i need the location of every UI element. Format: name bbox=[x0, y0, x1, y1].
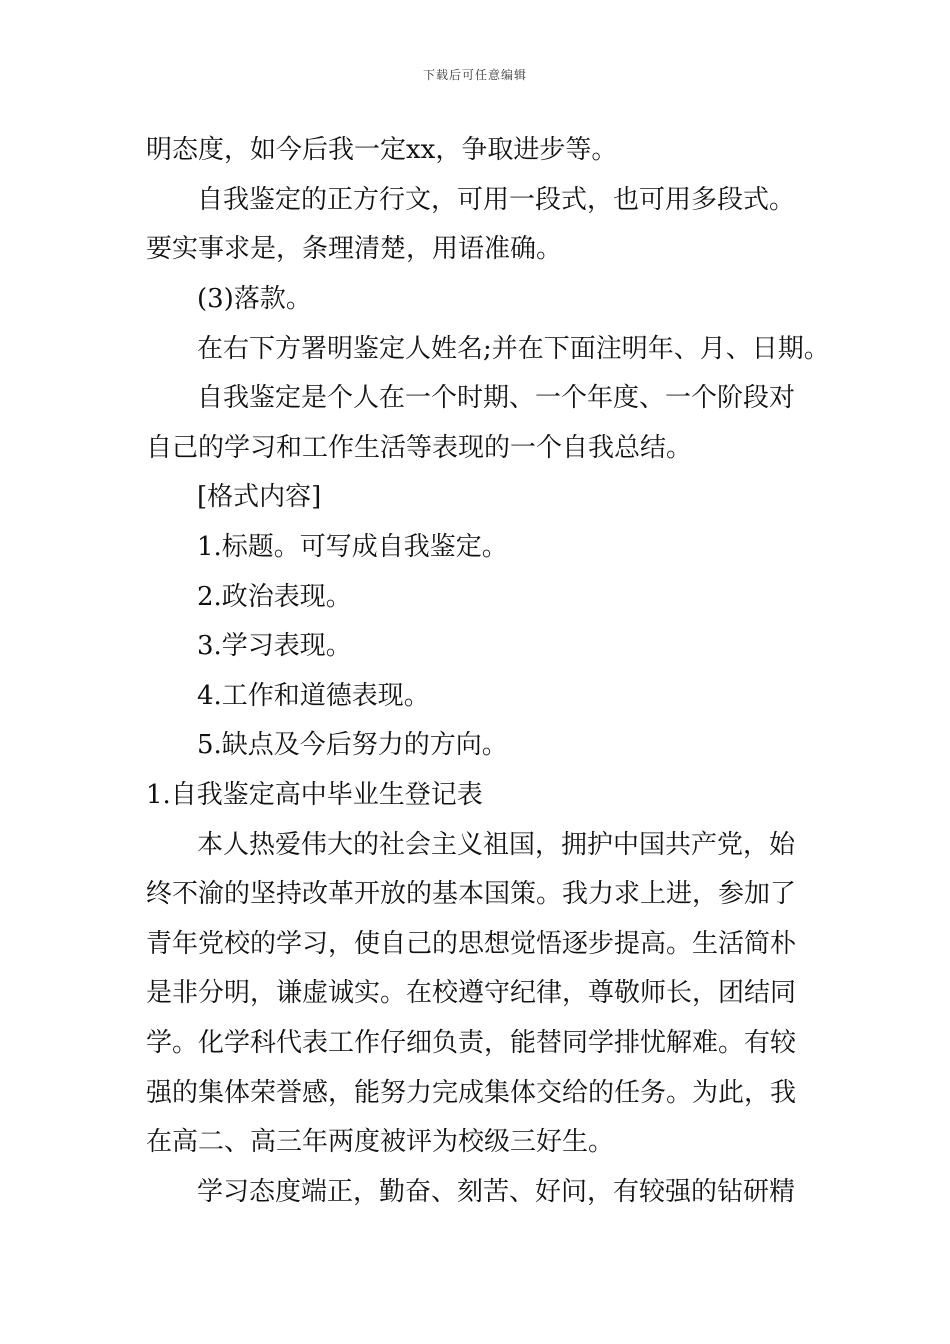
text-line: 是非分明，谦虚诚实。在校遵守纪律，尊敬师长，团结同 bbox=[146, 978, 797, 1008]
text-line: 学。化学科代表工作仔细负责，能替同学排忧解难。有较 bbox=[146, 1028, 797, 1058]
text-line: 强的集体荣誉感，能努力完成集体交给的任务。为此，我 bbox=[146, 1078, 797, 1108]
text-line: 1.标题。可写成自我鉴定。 bbox=[197, 532, 508, 562]
text-line: 5.缺点及今后努力的方向。 bbox=[197, 730, 508, 760]
text-line: (3)落款。 bbox=[197, 284, 312, 314]
text-line: 在高二、高三年两度被评为校级三好生。 bbox=[146, 1127, 615, 1157]
header-note: 下载后可任意编辑 bbox=[422, 68, 527, 82]
text-line: 本人热爱伟大的社会主义祖国，拥护中国共产党，始 bbox=[197, 830, 796, 860]
text-line: [格式内容] bbox=[197, 482, 322, 512]
text-line: 青年党校的学习，使自己的思想觉悟逐步提高。生活简朴 bbox=[146, 929, 797, 959]
section-heading: 1.自我鉴定高中毕业生登记表 bbox=[146, 780, 483, 810]
text-line: 要实事求是，条理清楚，用语准确。 bbox=[146, 234, 563, 264]
text-line: 终不渝的坚持改革开放的基本国策。我力求上进，参加了 bbox=[146, 879, 797, 909]
text-line: 学习态度端正，勤奋、刻苦、好问，有较强的钻研精 bbox=[197, 1177, 796, 1207]
text-line: 4.工作和道德表现。 bbox=[197, 681, 430, 711]
text-line: 自己的学习和工作生活等表现的一个自我总结。 bbox=[146, 433, 693, 463]
text-line: 2.政治表现。 bbox=[197, 582, 352, 612]
text-line: 明态度，如今后我一定xx，争取进步等。 bbox=[146, 135, 618, 165]
text-line: 自我鉴定的正方行文，可用一段式，也可用多段式。 bbox=[197, 185, 796, 215]
text-line: 自我鉴定是个人在一个时期、一个年度、一个阶段对 bbox=[197, 383, 796, 413]
text-line: 在右下方署明鉴定人姓名;并在下面注明年、月、日期。 bbox=[197, 334, 830, 364]
text-line: 3.学习表现。 bbox=[197, 631, 352, 661]
